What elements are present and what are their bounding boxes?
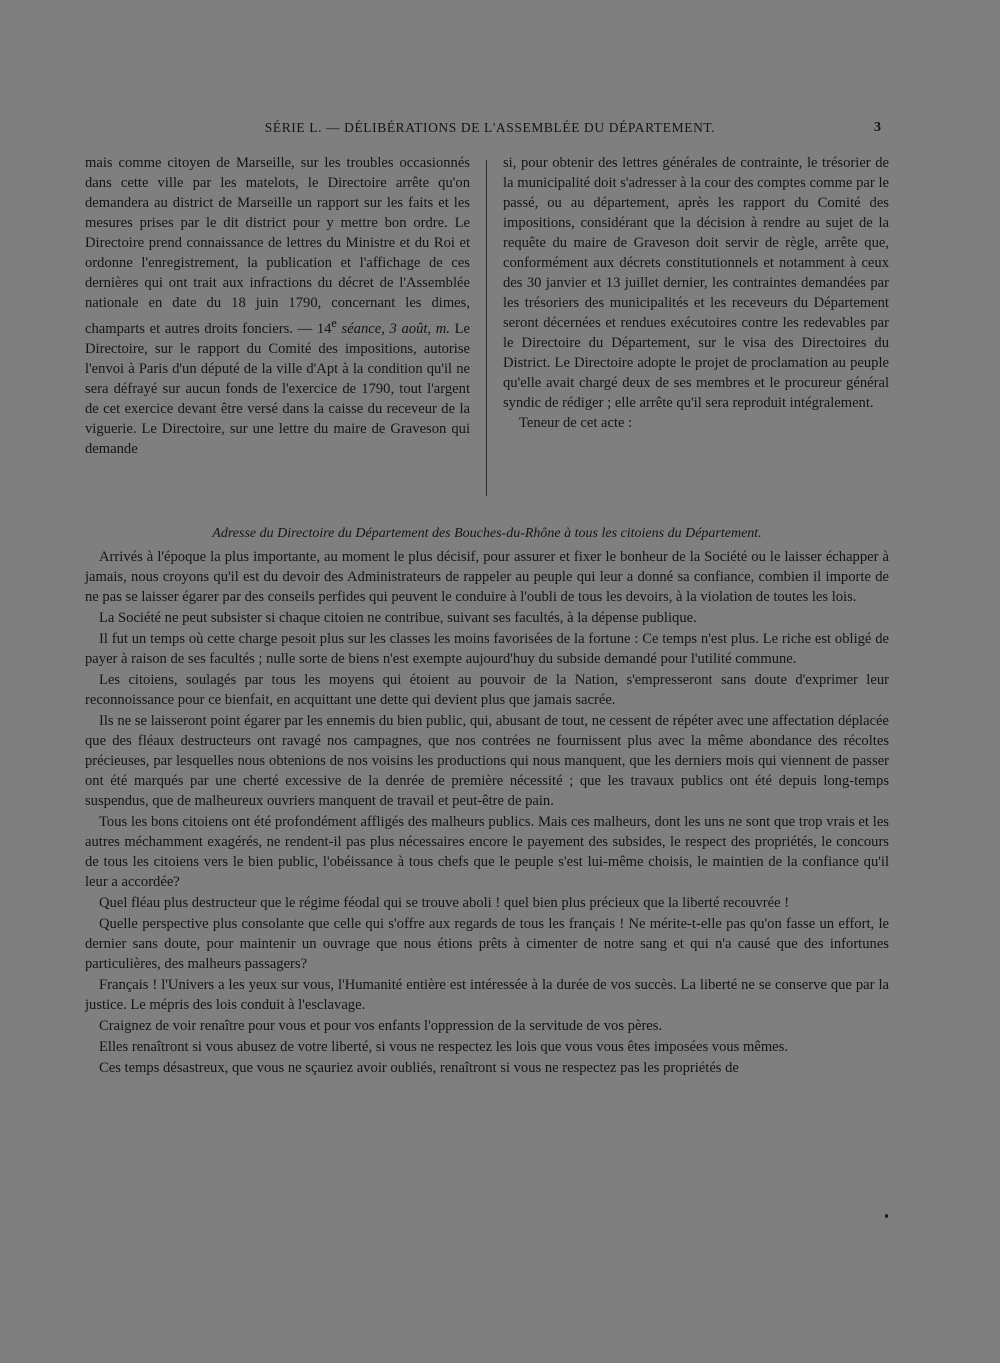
session-date: , 3 août, m. bbox=[381, 320, 450, 337]
address-paragraph: Craignez de voir renaître pour vous et pour vos enfants l'oppression de la servitude de vos pères. bbox=[99, 1018, 663, 1034]
address-paragraph: La Société ne peut subsister si chaque citoien ne contribue, suivant ses facultés, à la dépense publique. bbox=[99, 610, 697, 626]
address-paragraph: Quelle perspective plus consolante que celle qui s'offre aux regards de tous les français ! Ne mérite-t-elle pas qu'on fasse un effort, le dernier sans doute, pour maintenir un ouvrage que nous étions prêts à cimenter de notre sang et qui n'a causé que des infortunes particulières, des malheurs passagers? bbox=[85, 916, 889, 972]
left-text-part2: Le Directoire, sur le rapport du Comité des impositions, autorise l'envoi à Paris d'un député de la ville d'Apt à la condition qu'il ne sera défrayé sur aucun fonds de l'exercice de 1790, tout l'argent de cet exercice devant être versé dans la caisse du receveur de la viguerie. Le Directoire, sur une lettre du maire de Graveson qui demande bbox=[85, 320, 470, 457]
address-title: Adresse du Directoire du Département des Bouches-du-Rhône à tous les citoiens du Département. bbox=[212, 526, 762, 541]
left-text-part1: mais comme citoyen de Marseille, sur les troubles occasionnés dans cette ville par les matelots, le Directoire arrête qu'on demandera au district de Marseille un rapport sur les faits et les mesures prises par le dit district pour y mettre bon ordre. Le Directoire prend connaissance de lettres du Ministre et du Roi et ordonne l'enregistrement, la publication et l'affichage de ces dernières qui ont trait aux infractions du décret de l'Assemblée nationale en date du 18 juin 1790, concernant les dimes, champarts et autres droits fonciers. — bbox=[85, 155, 470, 337]
address-paragraph: Ils ne se laisseront point égarer par les ennemis du bien public, qui, abusant de tout, ne cessent de répéter avec une affectation déplacée que des fléaux destructeurs ont ravagé nos campagnes, que nos contrées ne fournissent plus avec la même abondance des récoltes précieuses, par lesquelles nous obtenions de nos voisins les productions qui nous manquent, que les derniers mois qui viennent de passer ont été marqués par une cherté excessive de la denrée de première nécessité ; que les travaux publics ont été depuis long-temps suspendus, que de malheureux ouvriers manquent de travail et peut-être de pain. bbox=[85, 713, 889, 809]
page-number: 3 bbox=[874, 120, 881, 135]
address-paragraph: Il fut un temps où cette charge pesoit plus sur les classes les moins favorisées de la fortune : Ce temps n'est plus. Le riche est obligé de payer à raison de ses facultés ; nulle sorte de biens n'est exempte aujourd'huy du subside demandé pour l'utilité commune. bbox=[85, 631, 889, 667]
header-title: SÉRIE L. — DÉLIBÉRATIONS DE L'ASSEMBLÉE DU DÉPARTEMENT. bbox=[264, 120, 716, 135]
right-column bbox=[503, 153, 889, 433]
column-divider bbox=[486, 160, 487, 496]
address-paragraph: Tous les bons citoiens ont été profondément affligés des malheurs publics. Mais ces malheurs, dont les uns ne sont que trop vrais et les autres méchamment exagérés, ne rendent-il pas plus nécessaires encore le payement des subsides, le respect des propriétés, le concours de tous les citoiens vers le bien public, l'obéissance à tous chefs que le peuple s'est lui-même choisis, le maintien de la confiance qu'il leur a accordée? bbox=[85, 814, 889, 890]
session-superscript: e bbox=[331, 316, 337, 330]
address-paragraph: Elles renaîtront si vous abusez de votre liberté, si vous ne respectez les lois que vous vous êtes imposées vous mêmes. bbox=[99, 1039, 788, 1055]
teneur-line: Teneur de cet acte : bbox=[519, 415, 633, 431]
address-paragraph: Quel fléau plus destructeur que le régime féodal qui se trouve aboli ! quel bien plus précieux que la liberté recouvrée ! bbox=[99, 895, 790, 911]
running-header bbox=[0, 120, 1000, 140]
address-paragraph: Ces temps désastreux, que vous ne sçauriez avoir oubliés, renaîtront si vous ne respectez pas les propriétés de bbox=[99, 1060, 739, 1076]
left-column bbox=[85, 153, 470, 459]
address-section bbox=[85, 524, 889, 1079]
address-paragraph: Français ! l'Univers a les yeux sur vous, l'Humanité entière est intéressée à la durée de vos succès. La liberté ne se conserve que par la justice. Le mépris des lois conduit à l'esclavage. bbox=[85, 977, 889, 1013]
ink-speck bbox=[885, 1214, 888, 1218]
session-number: 14 bbox=[316, 320, 332, 337]
session-label: séance bbox=[336, 320, 382, 337]
address-paragraph: Arrivés à l'époque la plus importante, au moment le plus décisif, pour assurer et fixer le bonheur de la Société ou le laisser échapper à jamais, nous croyons qu'il est du devoir des Administrateurs de rappeler au peuple qui leur a donné sa confiance, combien il importe de ne pas se laisser égarer par des conseils perfides qui peuvent le conduire à l'oubli de tous les devoirs, à la violation de toutes les lois. bbox=[85, 549, 889, 605]
address-paragraph: Les citoiens, soulagés par tous les moyens qui étoient au pouvoir de la Nation, s'empresseront sans doute d'exprimer leur reconnoissance pour ce bienfait, en acquittant une dette qui devient plus que jamais sacrée. bbox=[85, 672, 889, 708]
left-column-text bbox=[85, 153, 470, 459]
right-column-text: si, pour obtenir des lettres générales de contrainte, le trésorier de la municipalité doit s'adresser à la cour des comptes comme par le passé, ou au département, après les rapport du Comité des impositions, considérant que la décision à rendre au sujet de la requête du maire de Graveson doit servir de règle, arrête que, conformément aux décrets constitutionnels et notamment à ceux des 30 janvier et 13 juillet dernier, les contraintes demandées par les trésoriers des municipalités et les receveurs du Département seront décernées et rendues exécutoires contre les redevables par le Directoire du Département, sur le visa des Directoires du District. Le Directoire adopte le projet de proclamation au peuple qu'elle avait chargé deux de ses membres et le procureur général syndic de rédiger ; elle arrête qu'il sera reproduit intégralement. bbox=[503, 155, 889, 411]
